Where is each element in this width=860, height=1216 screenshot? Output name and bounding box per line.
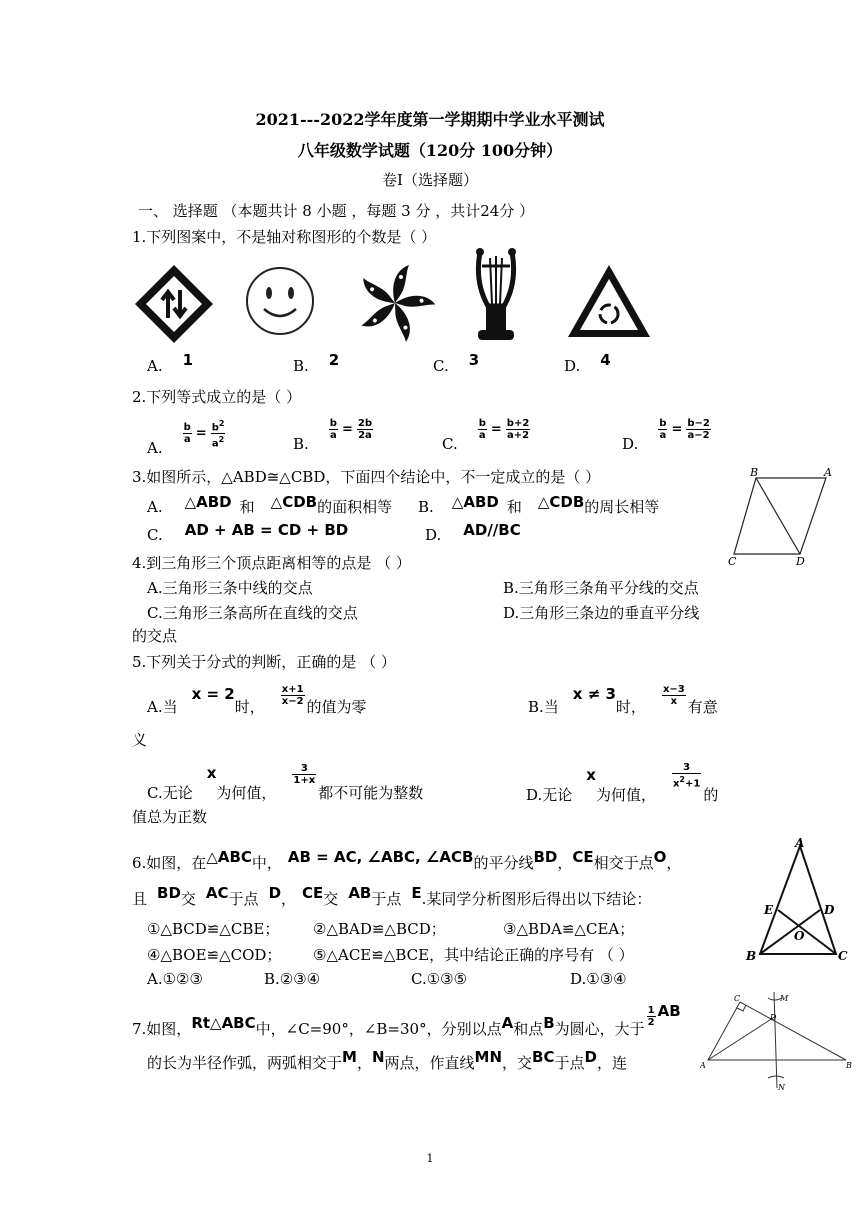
q2-option-c[interactable]: C. $\frac{b}{a}$ = $\frac{b+2}{a+2}$ [442, 418, 530, 453]
q4-option-c[interactable]: C.三角形三条高所在直线的交点 [147, 604, 358, 622]
q6-conclusion-4: ④△BOE≌△COD； [147, 946, 282, 964]
q4-option-b[interactable]: B.三角形三条角平分线的交点 [503, 579, 699, 597]
exam-subtitle: 八年级数学试题（120分 100分钟） [297, 141, 563, 160]
q4-option-d-cont: 的交点 [132, 627, 178, 645]
q2-option-d[interactable]: D. $\frac{b}{a}$ = $\frac{b-2}{a-2}$ [622, 418, 710, 453]
q4-stem: 4.到三角形三个顶点距离相等的点是 （ ） [132, 554, 411, 572]
roundabout-warning-sign-icon [566, 262, 652, 340]
q6-option-a[interactable]: A.①②③ [147, 970, 203, 988]
q6-figure-isosceles-triangle [744, 836, 850, 966]
q6-label-a: A [795, 836, 805, 850]
q7-line2: 的长为半径作弧，两弧相交于M，N两点，作直线MN，交BC于点D，连 [147, 1048, 627, 1072]
q6-label-d: D [824, 903, 835, 917]
q5-option-d-cont: 值总为正数 [132, 808, 208, 826]
exam-title: 2021---2022学年度第一学期期中学业水平测试 [255, 110, 605, 129]
lyre-icon [470, 244, 522, 352]
q3-option-d[interactable]: D. AD//BC [425, 521, 521, 544]
q3-label-d: D [796, 555, 805, 568]
q4-option-d[interactable]: D.三角形三条边的垂直平分线 [503, 604, 700, 622]
q3-stem: 3.如图所示，△ABD≅△CBD，下面四个结论中，不一定成立的是（ ） [132, 468, 601, 486]
q6-line2: 且 BD交 AC于点 D， CE交 AB于点 E.某同学分析图形后得出以下结论： [132, 884, 652, 908]
q6-conclusion-5: ⑤△ACE≌△BCE，其中结论正确的序号有 （ ） [313, 946, 634, 964]
q1-stem: 1.下列图案中，不是轴对称图形的个数是（ ） [132, 228, 437, 246]
q1-option-c[interactable]: C. 3 [433, 351, 480, 375]
q3-label-a: A [824, 466, 832, 479]
q7-figure-right-triangle [700, 992, 856, 1098]
q1-option-a[interactable]: A. 1 [147, 351, 194, 375]
q7-label-d: D [770, 1013, 777, 1022]
q7-label-n: N [778, 1083, 785, 1092]
q7-label-a: A [700, 1061, 706, 1070]
q5-option-c[interactable]: C.无论x为何值， $\frac{3}{1+x}$ 都不可能为整数 [147, 762, 424, 802]
q5-option-d[interactable]: D.无论x为何值， $\frac{3}{x^2+1}$ 的 [526, 762, 719, 804]
part-heading: 一、 选择题 （本题共计 8 小题 ，每题 3 分 ，共计24分 ） [138, 202, 535, 220]
q6-label-c: C [838, 949, 848, 963]
q2-stem: 2.下列等式成立的是（ ） [132, 388, 302, 406]
q7-line1: 7.如图，Rt△ABC中，∠C=90°，∠B=30°，分别以点A和点B为圆心，大于 $\frac{1}{2}$ AB [132, 1002, 681, 1038]
q6-label-e: E [764, 903, 774, 917]
two-way-arrow-sign-icon [132, 262, 216, 346]
q5-option-b-cont: 义 [132, 731, 148, 749]
bauhinia-flower-icon [352, 260, 438, 346]
q5-stem: 5.下列关于分式的判断，正确的是 （ ） [132, 653, 396, 671]
q4-option-a[interactable]: A.三角形三条中线的交点 [147, 579, 313, 597]
q2-option-a[interactable]: A. $\frac{b}{a}$ = $\frac{b^2}{a^2}$ [147, 419, 225, 457]
q7-label-m: M [780, 994, 789, 1003]
q6-conclusion-1: ①△BCD≌△CBE； [147, 920, 280, 938]
q6-conclusion-2: ②△BAD≌△BCD； [313, 920, 446, 938]
q3-label-b: B [750, 466, 759, 479]
q6-option-c[interactable]: C.①③⑤ [411, 970, 468, 988]
q6-line1: 6.如图，在△ABC中， AB = AC, ∠ABC, ∠ACB的平分线BD，CE相交于点O， [132, 848, 682, 872]
q7-label-b: B [846, 1061, 852, 1070]
q3-option-c[interactable]: C. AD + AB = CD + BD [147, 521, 349, 544]
q6-label-o: O [794, 929, 805, 943]
q3-figure-parallelogram [728, 466, 840, 570]
q3-option-a[interactable]: A. △ABD 和 △CDB的面积相等 [147, 493, 393, 516]
q2-option-b[interactable]: B. $\frac{b}{a}$ = $\frac{2b}{2a}$ [293, 418, 372, 453]
smiley-face-icon [244, 265, 316, 337]
q6-option-d[interactable]: D.①③④ [570, 970, 627, 988]
page-number: 1 [426, 1152, 434, 1165]
q5-option-a[interactable]: A.当x = 2时， $\frac{x+1}{x-2}$ 的值为零 [147, 683, 367, 716]
q1-option-d[interactable]: D. 4 [564, 351, 611, 375]
q3-option-b[interactable]: B. △ABD 和 △CDB的周长相等 [418, 493, 660, 516]
q6-option-b[interactable]: B.②③④ [264, 970, 321, 988]
q6-conclusion-3: ③△BDA≌△CEA； [503, 920, 635, 938]
q7-label-c: C [734, 994, 741, 1003]
q1-option-b[interactable]: B. 2 [293, 351, 340, 375]
q3-label-c: C [728, 555, 737, 568]
q5-option-b[interactable]: B.当x ≠ 3时， $\frac{x-3}{x}$ 有意 [528, 683, 718, 716]
section-title: 卷Ⅰ（选择题） [382, 171, 478, 189]
q6-label-b: B [746, 949, 757, 963]
